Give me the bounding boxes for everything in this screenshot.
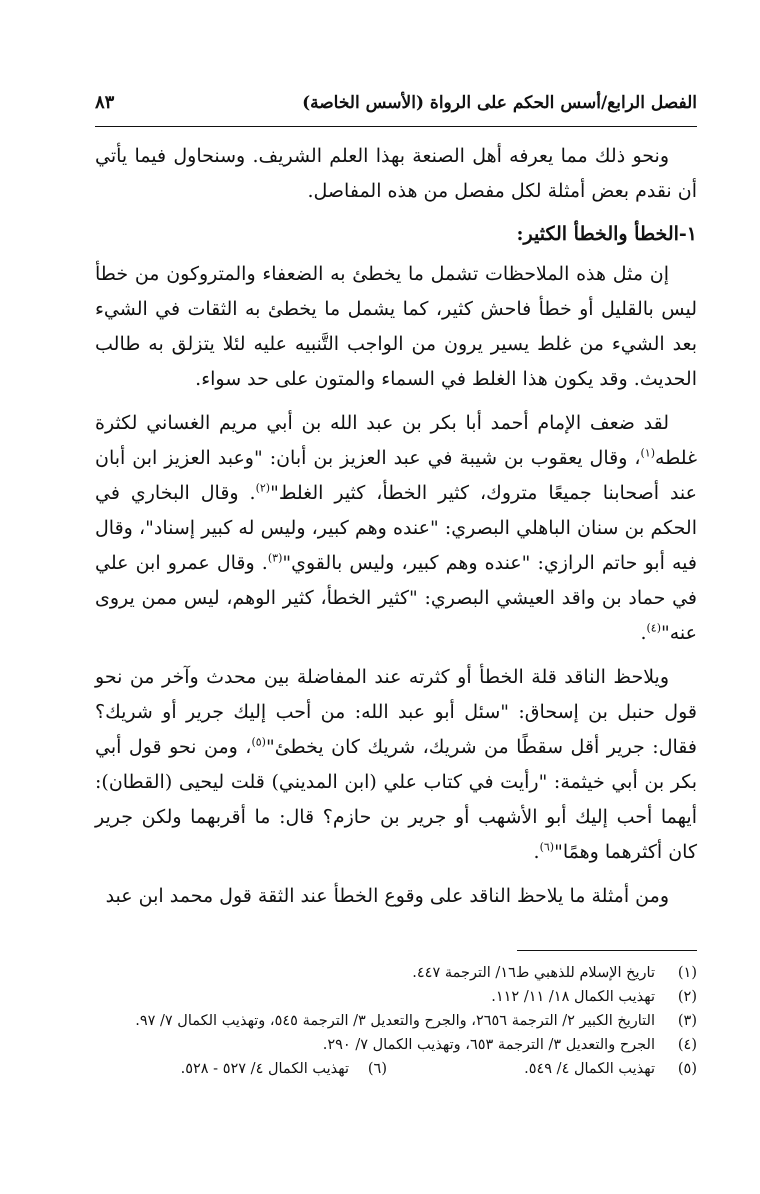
footnote-1 [95, 961, 697, 985]
footnote-text: تاريخ الإسلام للذهبي ط١٦/ الترجمة ٤٤٧. [412, 965, 655, 981]
footnote-text: تهذيب الكمال ١٨/ ١١/ ١١٢. [491, 989, 655, 1005]
footnote-number: (١) [677, 965, 697, 981]
section-heading: ١-الخطأ والخطأ الكثير: [516, 223, 697, 245]
paragraph-4-part: . [533, 841, 540, 863]
paragraph-3-part: . وقال عمرو ابن علي في حماد بن واقد العيشي البصري: "كثير الخطأ، كثير الوهم، ليس ممن يروى عنه" [95, 552, 697, 644]
body-text [95, 139, 697, 914]
footnote-number: (٤) [677, 1037, 697, 1053]
footnote-ref-2[interactable]: (٢) [255, 481, 271, 495]
paragraph-3-part: لقد ضعف الإمام أحمد أبا بكر بن عبد الله بن أبي مريم الغساني لكثرة غلطه [95, 412, 697, 469]
paragraph-3 [95, 406, 697, 651]
footnote-row-5-6 [95, 1057, 697, 1081]
paragraph-4 [95, 660, 697, 870]
paragraph-3-part: . [640, 622, 647, 644]
footnote-ref-4[interactable]: (٤) [646, 621, 661, 635]
footnote-text: التاريخ الكبير ٢/ الترجمة ٢٦٥٦، والجرح والتعديل ٣/ الترجمة ٥٤٥، وتهذيب الكمال ٧/ ٩٧. [135, 1013, 655, 1029]
footnote-number: (٦) [367, 1061, 387, 1077]
footnote-separator [517, 950, 697, 951]
footnote-ref-5[interactable]: (٥) [251, 735, 266, 749]
page [95, 92, 697, 1081]
paragraph-4-part: ، ومن نحو قول أبي بكر بن أبي خيثمة: "رأيت في كتاب علي (ابن المديني) قلت ليحيى (القطان): أيهما أحب إليك أبو الأشهب أو جرير بن حازم؟ قال: ما أقربهما ولكن جرير كان أكثرهما وهمًا" [95, 736, 697, 863]
chapter-title: الفصل الرابع/أسس الحكم على الرواة (الأسس الخاصة) [302, 93, 697, 113]
footnote-text: تهذيب الكمال ٤/ ٥٤٩. [524, 1061, 655, 1077]
footnote-number: (٢) [677, 989, 697, 1005]
paragraph-3-part: . وقال البخاري في الحكم بن سنان الباهلي البصري: "عنده وهم كبير، وليس له كبير إسناد"، وقال فيه أبو حاتم الرازي: "عنده وهم كبير، وليس بالقوي" [95, 482, 697, 574]
page-number: ٨٣ [95, 92, 115, 113]
footnote-4 [95, 1033, 697, 1057]
footnote-ref-6[interactable]: (٦) [539, 840, 555, 854]
paragraph-1: ونحو ذلك مما يعرفه أهل الصنعة بهذا العلم الشريف. وسنحاول فيما يأتي أن نقدم بعض أمثلة لكل مفصل من هذه المفاصل. [95, 145, 697, 202]
footnote-ref-1[interactable]: (١) [640, 446, 655, 460]
footnote-text: الجرح والتعديل ٣/ الترجمة ٦٥٣، وتهذيب الكمال ٧/ ٢٩٠. [322, 1037, 655, 1053]
footnote-6 [181, 1057, 387, 1081]
footnote-ref-3[interactable]: (٣) [267, 551, 283, 565]
footnote-number: (٥) [677, 1061, 697, 1077]
paragraph-3-part: ، وقال يعقوب بن شيبة في عبد العزيز بن أبان: "وعبد العزيز ابن أبان عند أصحابنا جميعًا متروك، كثير الخطأ، كثير الغلط" [95, 447, 697, 504]
paragraph-4-part: ويلاحظ الناقد قلة الخطأ أو كثرته عند المفاضلة بين محدث وآخر من نحو قول حنبل بن إسحاق: "سئل أبو عبد الله: من أحب إليك جرير أو شريك؟ فقال: جرير أقل سقطًا من شريك، شريك كان يخطئ" [95, 666, 697, 758]
footnote-3 [95, 1009, 697, 1033]
footnote-number: (٣) [677, 1013, 697, 1029]
paragraph-2: إن مثل هذه الملاحظات تشمل ما يخطئ به الضعفاء والمتروكون من خطأ ليس بالقليل أو خطأ فاحش كثير، كما يشمل ما يخطئ به الثقات في الشيء بعد الشيء من غلط يسير يرون من الواجب التَّنبيه عليه لئلا يتزلق به طالب الحديث. وقد يكون هذا الغلط في السماء والمتون على حد سواء. [95, 263, 697, 390]
footnote-text: تهذيب الكمال ٤/ ٥٢٧ - ٥٢٨. [180, 1061, 349, 1077]
footnote-5 [387, 1057, 697, 1081]
running-header [95, 92, 697, 127]
paragraph-5: ومن أمثلة ما يلاحظ الناقد على وقوع الخطأ عند الثقة قول محمد ابن عبد [105, 885, 669, 907]
footnotes [95, 961, 697, 1081]
footnote-2 [95, 985, 697, 1009]
